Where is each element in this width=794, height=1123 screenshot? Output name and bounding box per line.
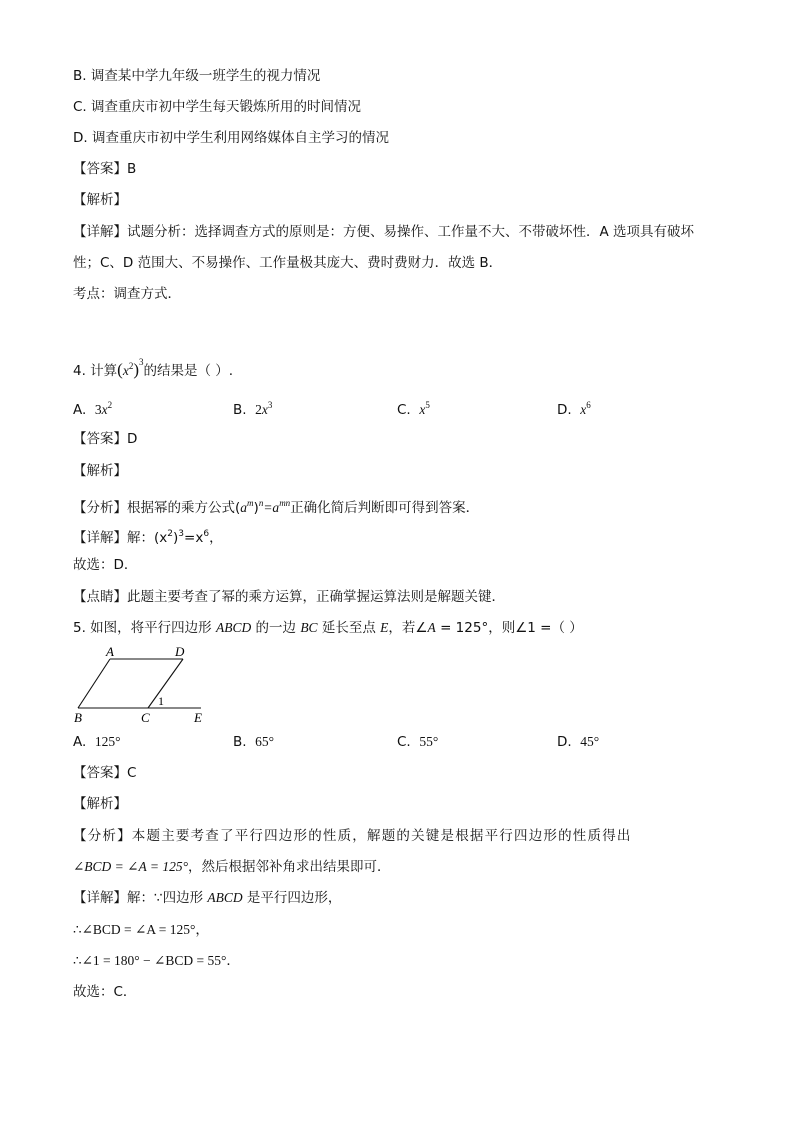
q5-option-d: D. 45° bbox=[557, 734, 600, 750]
label-angle-1: 1 bbox=[158, 694, 164, 708]
q5-guxuan: 故选：C． bbox=[73, 984, 137, 1000]
q5-stem: 5. 如图，将平行四边形 ABCD 的一边 BC 延长至点 E，若∠A = 125°，则∠1 =（ ） bbox=[73, 620, 583, 636]
q4-option-b: B. $2x^3$ bbox=[233, 400, 273, 418]
q3-option-d: D. 调查重庆市初中学生利用网络媒体自主学习的情况 bbox=[73, 130, 389, 146]
side-ab bbox=[78, 659, 110, 708]
q5-answer: 【答案】C bbox=[73, 765, 137, 781]
label-d: D bbox=[175, 644, 185, 659]
q3-detail-line-2: 性；C、D 范围大、不易操作、工作量极其庞大、费时费财力．故选 B． bbox=[73, 255, 503, 271]
label-b: B bbox=[74, 710, 82, 725]
label-c: C bbox=[141, 710, 150, 725]
q5-option-c: C. 55° bbox=[397, 734, 439, 750]
q4-fenxi: 【分析】根据幂的乘方公式$(a^m)^n=a^{mn}$正确化简后判断即可得到答案． bbox=[73, 498, 480, 516]
q3-option-c: C. 调查重庆市初中学生每天锻炼所用的时间情况 bbox=[73, 99, 362, 115]
q5-fenxi-line-2: ∠BCD = ∠A = 125°，然后根据邻补角求出结果即可． bbox=[73, 859, 391, 875]
q5-detail-line-1: 【详解】解：∵四边形 ABCD 是平行四边形， bbox=[73, 890, 342, 906]
q5-analysis-heading: 【解析】 bbox=[73, 796, 127, 812]
label-a: A bbox=[106, 644, 114, 659]
q3-analysis-heading: 【解析】 bbox=[73, 192, 127, 208]
q4-option-c: C. $x^5$ bbox=[397, 400, 430, 418]
q4-stem: 4. 计算$(x^2)^3$的结果是（ ）. bbox=[73, 357, 234, 379]
q5-fenxi-line-1: 【分析】本题主要考查了平行四边形的性质，解题的关键是根据平行四边形的性质得出 bbox=[73, 828, 632, 844]
q4-guxuan: 故选：D． bbox=[73, 557, 138, 573]
side-dc bbox=[148, 659, 183, 708]
q5-option-b: B. 65° bbox=[233, 734, 275, 750]
parallelogram-figure bbox=[68, 642, 218, 726]
q3-option-b: B. 调查某中学九年级一班学生的视力情况 bbox=[73, 68, 321, 84]
q4-option-d: D. $x^6$ bbox=[557, 400, 591, 418]
q4-analysis-heading: 【解析】 bbox=[73, 463, 127, 479]
q4-dianjing: 【点睛】此题主要考查了幂的乘方运算，正确掌握运算法则是解题关键． bbox=[73, 589, 505, 605]
label-e: E bbox=[194, 710, 202, 725]
q4-detail: 【详解】解：$(x^2)^3=x^6$， bbox=[73, 529, 223, 546]
q5-detail-line-2: ∴∠BCD = ∠A = 125°， bbox=[73, 922, 209, 937]
q3-kaodian: 考点：调查方式． bbox=[73, 286, 181, 302]
q3-answer: 【答案】B bbox=[73, 161, 137, 177]
q5-detail-line-3: ∴∠1 = 180° − ∠BCD = 55°． bbox=[73, 953, 240, 968]
q4-answer: 【答案】D bbox=[73, 431, 138, 447]
q4-option-a: A. $3x^2$ bbox=[73, 400, 113, 418]
q5-option-a: A. 125° bbox=[73, 734, 121, 750]
q3-detail-line-1: 【详解】试题分析：选择调查方式的原则是：方便、易操作、工作量不大、不带破坏性．A 选项具有破坏 bbox=[73, 224, 695, 240]
